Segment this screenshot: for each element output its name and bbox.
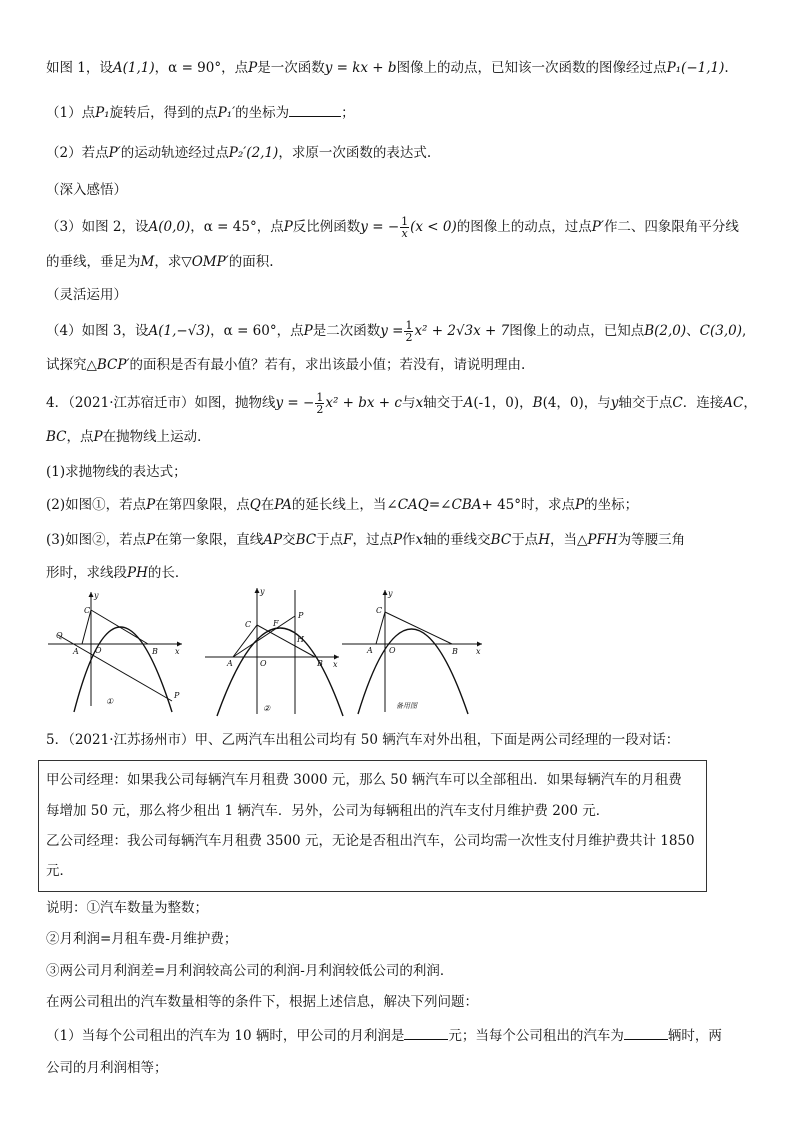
- dialogue-line-1: 甲公司经理：如果我公司每辆汽车月租费 3000 元，那么 50 辆汽车可以全部租出．如果每辆汽车的月租费: [46, 772, 682, 788]
- math: P₁′: [217, 105, 236, 121]
- q3-intro: [46, 58, 729, 78]
- text: ；: [341, 105, 355, 121]
- q4-part3: [46, 530, 685, 550]
- math: x² + 2√3x + 7: [414, 323, 510, 339]
- text: 轴交于: [423, 395, 464, 411]
- q3-part3: [46, 216, 739, 239]
- text: 的坐标为: [235, 105, 290, 121]
- text: 的坐标；: [584, 497, 639, 513]
- label-c: C: [376, 606, 383, 615]
- text: 在第一象限，直线: [155, 532, 264, 548]
- text: ，当△: [549, 532, 588, 548]
- label-h: H: [297, 635, 304, 644]
- denominator: 2: [405, 331, 413, 344]
- text: 图像上的动点，已知点: [509, 323, 645, 339]
- segment-bc: [257, 625, 315, 657]
- figure-2: [205, 580, 345, 718]
- numerator: 1: [405, 319, 413, 332]
- label-y: y: [94, 591, 99, 600]
- section-heading-deep: （深入感悟）: [46, 182, 127, 198]
- math: Q: [249, 497, 261, 513]
- text: 4．（2021·江苏宿迁市）如图，抛物线: [46, 395, 276, 411]
- text: 元；当每个公司租出的汽车为: [448, 1028, 624, 1044]
- label-f: F: [273, 619, 279, 628]
- label-c: C: [84, 606, 91, 615]
- text: 辆时，两: [667, 1028, 722, 1044]
- label-a: A: [227, 659, 233, 668]
- text: ，α = 45°，点: [190, 219, 284, 235]
- x-axis-arrow: [177, 642, 182, 647]
- text: ，求: [154, 254, 182, 270]
- math: PFH: [587, 532, 618, 548]
- math: P: [283, 219, 293, 235]
- note-1: 说明：①汽车数量为整数；: [46, 900, 208, 916]
- label-q: Q: [56, 631, 63, 640]
- math: P: [248, 60, 258, 76]
- text: (2)如图①，若点: [46, 497, 147, 513]
- math: y: [610, 395, 619, 411]
- text: 的图像上的动点，过点: [456, 219, 592, 235]
- text: 如图 1，设: [46, 60, 113, 76]
- text: 、: [686, 323, 700, 339]
- fraction: [400, 216, 409, 239]
- segment-bc: [91, 610, 148, 644]
- math: BC: [490, 532, 512, 548]
- math: BC: [46, 429, 67, 445]
- math: A: [463, 395, 474, 411]
- text: ，求原一次函数的表达式.: [278, 145, 432, 161]
- math: B(2,0): [644, 323, 687, 339]
- text: （1）当每个公司租出的汽车为 10 辆时，甲公司的月利润是: [46, 1028, 405, 1044]
- text: 的运动轨迹经过点: [120, 145, 229, 161]
- q3-part2: [46, 143, 431, 163]
- label-o: O: [389, 646, 396, 655]
- q3-part4: [46, 320, 746, 343]
- text: 的垂线，垂足为: [46, 254, 141, 270]
- numerator: 1: [316, 391, 324, 404]
- text: ，α = 90°，点: [154, 60, 249, 76]
- math: A(0,0): [148, 219, 191, 235]
- answer-blank[interactable]: [404, 1025, 448, 1040]
- section-heading-apply: （灵活运用）: [46, 287, 127, 303]
- math: P₁: [95, 105, 110, 121]
- math: CAQ: [397, 497, 429, 513]
- label-y: y: [260, 587, 265, 596]
- parabola: [74, 627, 172, 712]
- text: 交: [282, 532, 296, 548]
- q5-title: 5．（2021·江苏扬州市）甲、乙两汽车出租公司均有 50 辆汽车对外出租，下面是两公司经理的一段对话：: [46, 732, 680, 748]
- q4-part2: [46, 495, 638, 515]
- text: (3)如图②，若点: [46, 532, 147, 548]
- math: AC: [723, 395, 744, 411]
- math: A(1,−√3): [148, 323, 211, 339]
- math: P′: [108, 145, 121, 161]
- fraction: [315, 392, 324, 415]
- label-y: y: [388, 589, 393, 598]
- text: (4，0)，与: [542, 395, 611, 411]
- text: 作二、四象限角平分线: [603, 219, 739, 235]
- x-axis-arrow: [477, 642, 482, 647]
- segment-ac: [82, 610, 91, 644]
- text: .: [724, 60, 729, 76]
- label-b: B: [317, 659, 323, 668]
- math: CBA: [451, 497, 482, 513]
- answer-blank[interactable]: [289, 102, 341, 117]
- text: 为等腰三角: [617, 532, 686, 548]
- text: 于点: [316, 532, 344, 548]
- text: ，点: [66, 429, 94, 445]
- math: C: [672, 395, 683, 411]
- y-axis-arrow: [383, 590, 388, 595]
- math: PH: [127, 565, 148, 581]
- math: P: [392, 532, 403, 548]
- denominator: x: [401, 227, 408, 240]
- label-b: B: [152, 647, 158, 656]
- text: 形时，求线段: [46, 565, 127, 581]
- label-p: P: [298, 611, 304, 620]
- text: ,: [742, 323, 747, 339]
- math: AP: [263, 532, 283, 548]
- text: 的长．: [147, 565, 189, 581]
- segment-bc: [385, 612, 452, 644]
- q5-part1: [46, 1025, 722, 1046]
- text: 于点: [511, 532, 539, 548]
- math: BC: [295, 532, 317, 548]
- text: 轴的垂线交: [423, 532, 491, 548]
- text: 是一次函数: [257, 60, 325, 76]
- text: =∠: [428, 497, 452, 513]
- q4-part3-cont: [46, 563, 188, 583]
- math: △BCP′: [86, 357, 130, 373]
- text: 在: [260, 497, 275, 513]
- note-3: ③两公司月利润差=月利润较高公司的利润-月利润较低公司的利润．: [46, 963, 454, 979]
- math: ▽OMP′: [181, 254, 229, 270]
- figure-1-caption: ①: [106, 697, 114, 706]
- math: H: [538, 532, 550, 548]
- text: 的延长线上，当∠: [291, 497, 398, 513]
- math: B: [532, 395, 543, 411]
- figure-1: [48, 588, 188, 718]
- text: 图像上的动点，已知该一次函数的图像经过点: [396, 60, 667, 76]
- math: PA: [274, 497, 292, 513]
- math: P₂′(2,1): [228, 145, 279, 161]
- label-o: O: [260, 659, 267, 668]
- figure-2-caption: ②: [263, 704, 271, 713]
- text: 在第四象限，点: [155, 497, 250, 513]
- y-axis-arrow: [255, 588, 260, 593]
- q3-part4-cont: [46, 355, 525, 375]
- math: x: [415, 395, 424, 411]
- math: C(3,0): [699, 323, 743, 339]
- segment-ac: [376, 612, 385, 644]
- line-ap: [233, 616, 295, 657]
- fraction: [404, 320, 413, 343]
- text: （2）若点: [46, 145, 109, 161]
- text: 轴交于点: [618, 395, 673, 411]
- q3-part3-cont: [46, 252, 274, 272]
- math: x² + bx + c: [325, 395, 402, 411]
- q4-part1: (1)求抛物线的表达式；: [46, 464, 187, 480]
- math: (x < 0): [410, 219, 457, 235]
- label-c: C: [245, 620, 252, 629]
- text: ，α = 60°，点: [210, 323, 304, 339]
- text: ，: [743, 395, 757, 411]
- y-axis-arrow: [89, 592, 94, 597]
- math: x: [415, 532, 424, 548]
- math: y = −: [360, 219, 400, 235]
- math: y =: [380, 323, 404, 339]
- math: P₁(−1,1): [666, 60, 725, 76]
- label-o: O: [95, 646, 102, 655]
- figure-3-caption: 备用图: [396, 702, 417, 710]
- text: 反比例函数: [292, 219, 361, 235]
- text: + 45°时，求点: [481, 497, 576, 513]
- text: ，过点: [352, 532, 393, 548]
- text: 旋转后，得到的点: [109, 105, 218, 121]
- segment-ac: [233, 625, 257, 657]
- text: (-1，0)，: [473, 395, 533, 411]
- math: P: [575, 497, 585, 513]
- dialogue-line-3: 乙公司经理：我公司每辆汽车月租费 3500 元，无论是否租出汽车，公司均需一次性支付月维护费共计 1850: [46, 833, 695, 849]
- answer-blank[interactable]: [624, 1025, 668, 1040]
- label-x: x: [476, 647, 481, 656]
- label-p: P: [174, 691, 180, 700]
- q4-line2: [46, 427, 211, 447]
- label-a: A: [73, 647, 79, 656]
- label-a: A: [367, 646, 373, 655]
- math: P: [146, 532, 156, 548]
- line-qp: [58, 635, 172, 701]
- dialogue-line-4: 元．: [46, 863, 73, 879]
- denominator: 2: [316, 403, 324, 416]
- text: 的面积.: [228, 254, 274, 270]
- q4-line1: [46, 392, 757, 415]
- math: y = −: [275, 395, 315, 411]
- text: 是二次函数: [312, 323, 381, 339]
- figure-3: [340, 584, 490, 718]
- text: （3）如图 2，设: [46, 219, 149, 235]
- math: P: [146, 497, 156, 513]
- math: y = kx + b: [324, 60, 397, 76]
- text: 作: [402, 532, 416, 548]
- dialogue-line-2: 每增加 50 元，那么将少租出 1 辆汽车．另外，公司为每辆租出的汽车支付月维护费 200 元．: [46, 803, 610, 819]
- math: P′: [591, 219, 604, 235]
- math: P: [93, 429, 103, 445]
- text: （4）如图 3，设: [46, 323, 149, 339]
- text: ．连接: [682, 395, 724, 411]
- label-b: B: [452, 647, 458, 656]
- numerator: 1: [401, 215, 409, 228]
- text: （1）点: [46, 105, 96, 121]
- x-axis-arrow: [334, 655, 339, 660]
- q5-part1-cont: 公司的月利润相等；: [46, 1060, 168, 1076]
- q5-condition: 在两公司租出的汽车数量相等的条件下，根据上述信息，解决下列问题：: [46, 994, 478, 1010]
- text: 试探究: [46, 357, 87, 373]
- math: A(1,1): [112, 60, 155, 76]
- label-x: x: [333, 660, 338, 669]
- note-2: ②月利润=月租车费-月维护费；: [46, 931, 238, 947]
- text: 在抛物线上运动．: [102, 429, 211, 445]
- math: F: [343, 532, 353, 548]
- text: 与: [401, 395, 416, 411]
- math: M: [140, 254, 155, 270]
- label-x: x: [175, 647, 180, 656]
- text: 的面积是否有最小值？若有，求出该最小值；若没有，请说明理由.: [129, 357, 526, 373]
- q3-part1: [46, 102, 355, 123]
- math: P: [303, 323, 313, 339]
- parabola: [217, 628, 343, 716]
